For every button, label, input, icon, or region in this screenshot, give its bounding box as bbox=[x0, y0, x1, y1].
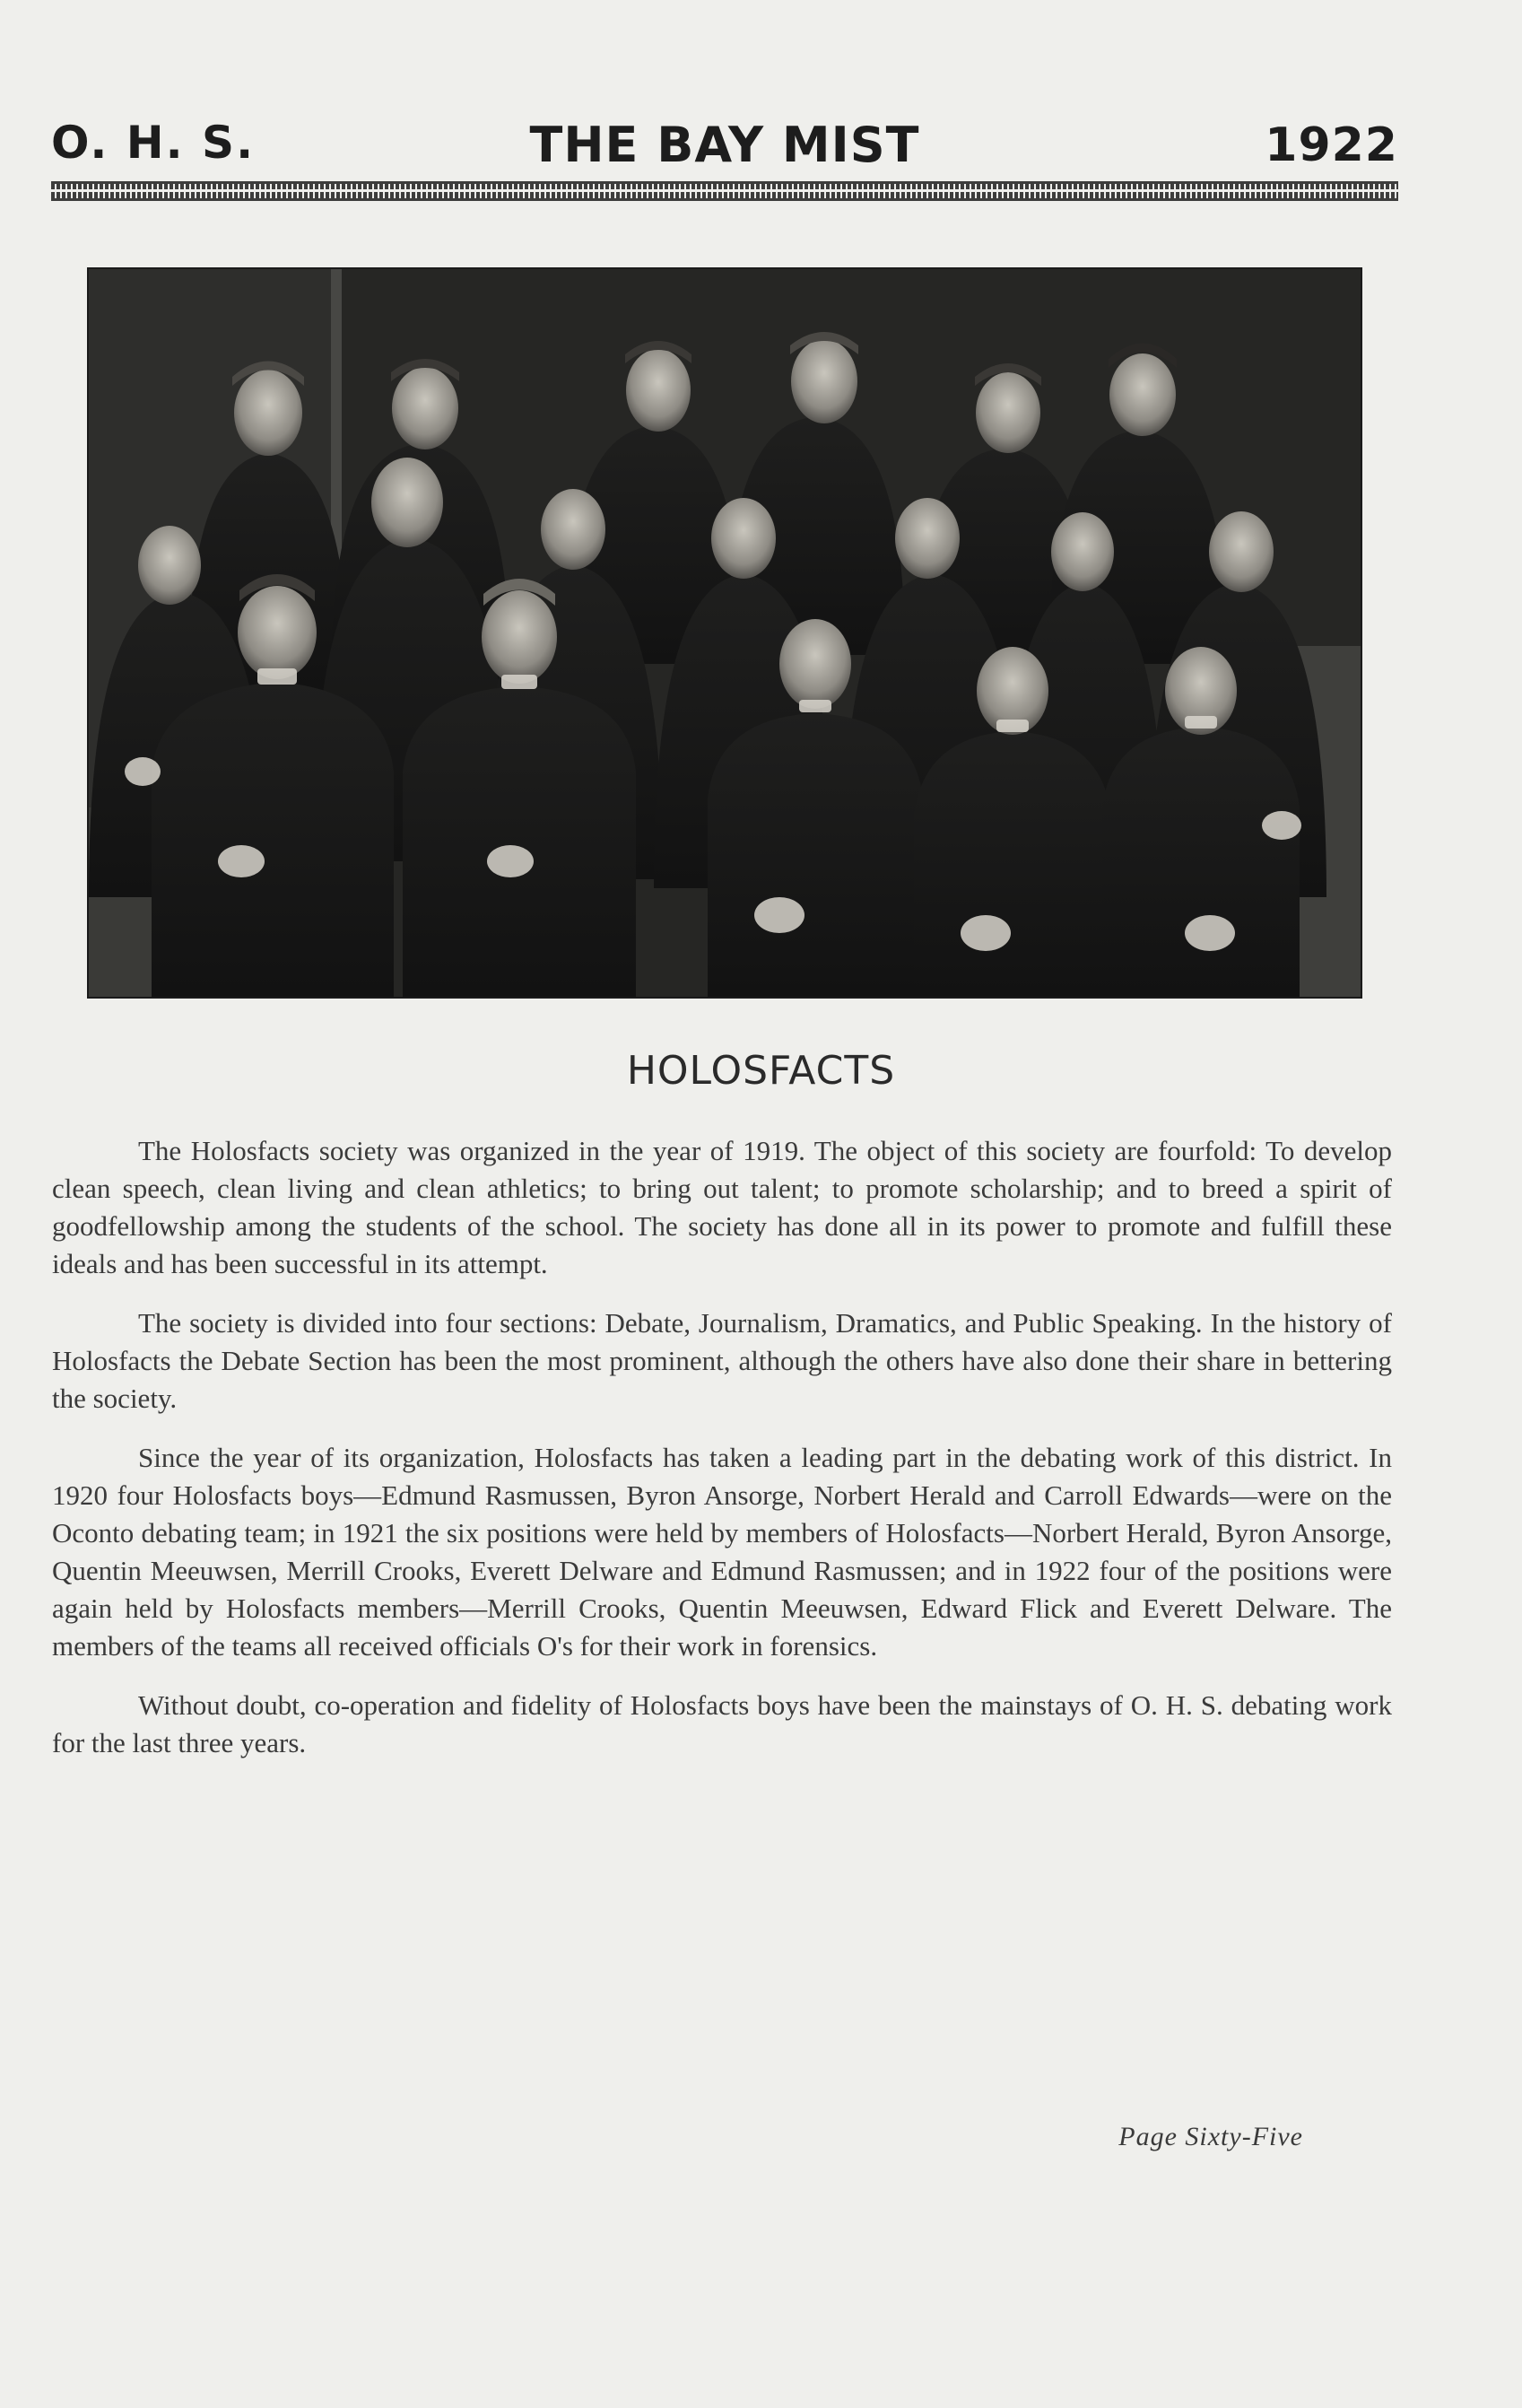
paragraph-4: Without doubt, co-operation and fidelity of Holosfacts boys have been the mainstays of O. H. S. debating work for the last three years. bbox=[52, 1689, 1392, 1758]
header-rule bbox=[51, 181, 1398, 201]
section-title: HOLOSFACTS bbox=[626, 1048, 896, 1094]
publication-title: THE BAY MIST bbox=[529, 117, 920, 173]
publication-year: 1922 bbox=[1265, 118, 1398, 172]
paragraph-1: The Holosfacts society was organized in the year of 1919. The object of this society are fourfold: To develop clean speech, clean living and clean athletics; to bring out talent; to promote scholarship; and to breed a spirit of goodfellowship among the students of the school. The society has done all in its power to promote and fulfill these ideals and has been successful in its attempt. bbox=[52, 1135, 1392, 1279]
page-header bbox=[51, 117, 1398, 173]
paragraph-2: The society is divided into four sections: Debate, Journalism, Dramatics, and Public Speaking. In the history of Holosfacts the Debate Section has been the most prominent, although the others have also done their share in bettering the society. bbox=[52, 1307, 1392, 1414]
page-number: Page Sixty-Five bbox=[1118, 2122, 1303, 2151]
school-initials: O. H. S. bbox=[51, 117, 256, 169]
article-body bbox=[52, 1132, 1392, 1784]
group-photo-icon bbox=[87, 267, 1362, 999]
paragraph-3: Since the year of its organization, Holosfacts has taken a leading part in the debating work of this district. In 1920 four Holosfacts boys—Edmund Rasmussen, Byron Ansorge, Norbert Herald and Carroll Edwards—were on the Oconto debating team; in 1921 the six positions were held by members of Holosfacts—Norbert Herald, Byron Ansorge, Quentin Meeuwsen, Merrill Crooks, Everett Delware and Edmund Rasmussen; and in 1922 four of the positions were again held by Holosfacts members—Merrill Crooks, Quentin Meeuwsen, Edward Flick and Everett Delware. The members of the teams all received officials O's for their work in forensics. bbox=[52, 1442, 1392, 1662]
